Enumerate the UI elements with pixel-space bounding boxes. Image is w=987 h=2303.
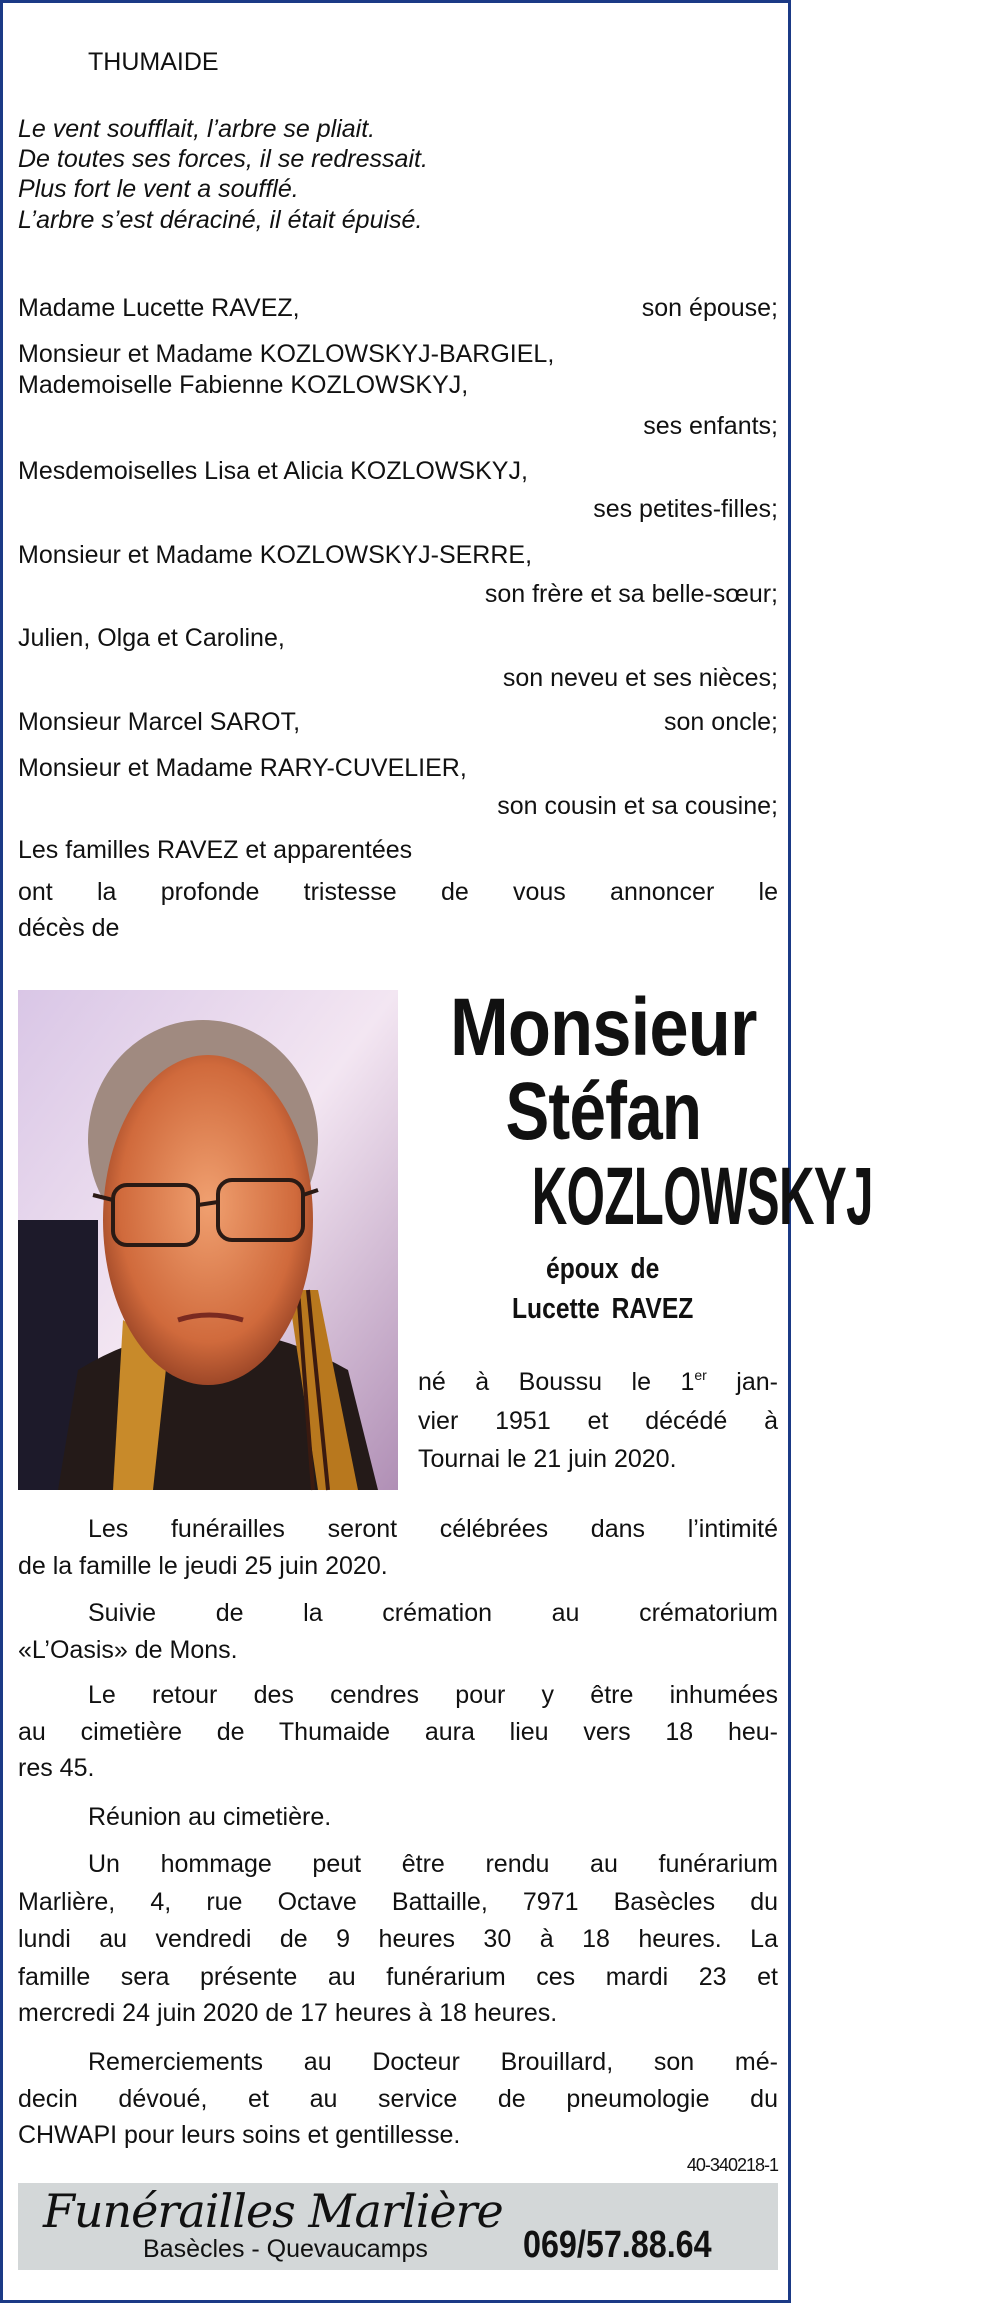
family-name: Julien, Olga et Caroline, (18, 624, 285, 652)
announce-line: ont la profonde tristesse de vous annoncer le (18, 878, 778, 906)
heading: THUMAIDE (88, 48, 219, 76)
poem-line: De toutes ses forces, il se redressait. (18, 145, 428, 173)
paragraph-line: Marlière, 4, rue Octave Battaille, 7971 Basècles du (18, 1888, 778, 1916)
family-relation: son frère et sa belle-sœur; (484, 580, 778, 608)
paragraph-line: «L’Oasis» de Mons. (18, 1636, 238, 1664)
deceased-last-name-text: KOZLOWSKYJ (531, 1151, 873, 1242)
funeral-home-locations: Basècles - Quevaucamps (143, 2235, 428, 2263)
spouse-label-text: époux de (546, 1253, 660, 1285)
paragraph-line: decin dévoué, et au service de pneumologie du (18, 2085, 778, 2113)
paragraph-line: Le retour des cendres pour y être inhumées (88, 1681, 778, 1709)
paragraph-line: de la famille le jeudi 25 juin 2020. (18, 1552, 388, 1580)
funeral-home-name: Funérailles Marlière (43, 2184, 503, 2238)
family-name: Mesdemoiselles Lisa et Alicia KOZLOWSKYJ, (18, 457, 528, 485)
paragraph-line: famille sera présente au funérarium ces mardi 23 et (18, 1963, 778, 1991)
family-name: Madame Lucette RAVEZ, (18, 294, 300, 322)
spouse-name-text: Lucette RAVEZ (512, 1293, 694, 1325)
funeral-home-banner (18, 2183, 778, 2270)
family-relation: son neveu et ses nièces; (502, 664, 778, 692)
poem-line: Plus fort le vent a soufflé. (18, 175, 299, 203)
family-name: Monsieur et Madame RARY-CUVELIER, (18, 754, 467, 782)
paragraph-line: Remerciements au Docteur Brouillard, son mé- (88, 2048, 778, 2076)
announce-line: décès de (18, 914, 120, 942)
paragraph-line: lundi au vendredi de 9 heures 30 à 18 heures. La (18, 1925, 778, 1953)
family-name: Monsieur Marcel SAROT, (18, 708, 301, 736)
poem-line: L’arbre s’est déraciné, il était épuisé. (18, 206, 423, 234)
paragraph-line: res 45. (18, 1754, 95, 1782)
paragraph-line: Les funérailles seront célébrées dans l’intimité (88, 1515, 778, 1543)
spouse-name (418, 1292, 788, 1326)
family-name: Mademoiselle Fabienne KOZLOWSKYJ, (18, 371, 469, 399)
bio-text: jan- (706, 1368, 778, 1396)
deceased-title (418, 983, 788, 1073)
spouse-label (418, 1252, 788, 1286)
family-relation: son oncle; (664, 708, 778, 736)
paragraph-line: CHWAPI pour leurs soins et gentillesse. (18, 2121, 461, 2149)
deceased-first-name-text: Stéfan (505, 1066, 701, 1157)
deceased-first-name (418, 1067, 788, 1157)
paragraph-line: Un hommage peut être rendu au funérarium (88, 1850, 778, 1878)
families-line: Les familles RAVEZ et apparentées (18, 836, 413, 864)
family-relation: son cousin et sa cousine; (497, 792, 778, 820)
poem-line: Le vent soufflait, l’arbre se pliait. (18, 115, 376, 143)
paragraph-line: Réunion au cimetière. (88, 1803, 332, 1831)
paragraph-line: mercredi 24 juin 2020 de 17 heures à 18 heures. (18, 1999, 558, 2027)
deceased-last-name (418, 1151, 873, 1242)
family-relation: ses enfants; (643, 412, 778, 440)
paragraph-line: Suivie de la crémation au crématorium (88, 1599, 778, 1627)
bio-line: vier 1951 et décédé à (418, 1407, 778, 1435)
bio-line: Tournai le 21 juin 2020. (418, 1445, 677, 1473)
bio-sup: er (694, 1367, 707, 1383)
deceased-title-text: Monsieur (449, 982, 757, 1073)
family-name: Monsieur et Madame KOZLOWSKYJ-BARGIEL, (18, 340, 555, 368)
bio-line (418, 1366, 778, 1398)
family-relation: son épouse; (641, 294, 778, 322)
family-relation: ses petites-filles; (593, 495, 778, 523)
deceased-photo (18, 990, 398, 1490)
paragraph-line: au cimetière de Thumaide aura lieu vers 18 heu- (18, 1718, 778, 1746)
reference-number: 40-340218-1 (686, 2155, 778, 2175)
family-name: Monsieur et Madame KOZLOWSKYJ-SERRE, (18, 541, 533, 569)
bio-text: né à Boussu le 1 (418, 1368, 695, 1396)
funeral-home-phone: 069/57.88.64 (523, 2224, 712, 2266)
